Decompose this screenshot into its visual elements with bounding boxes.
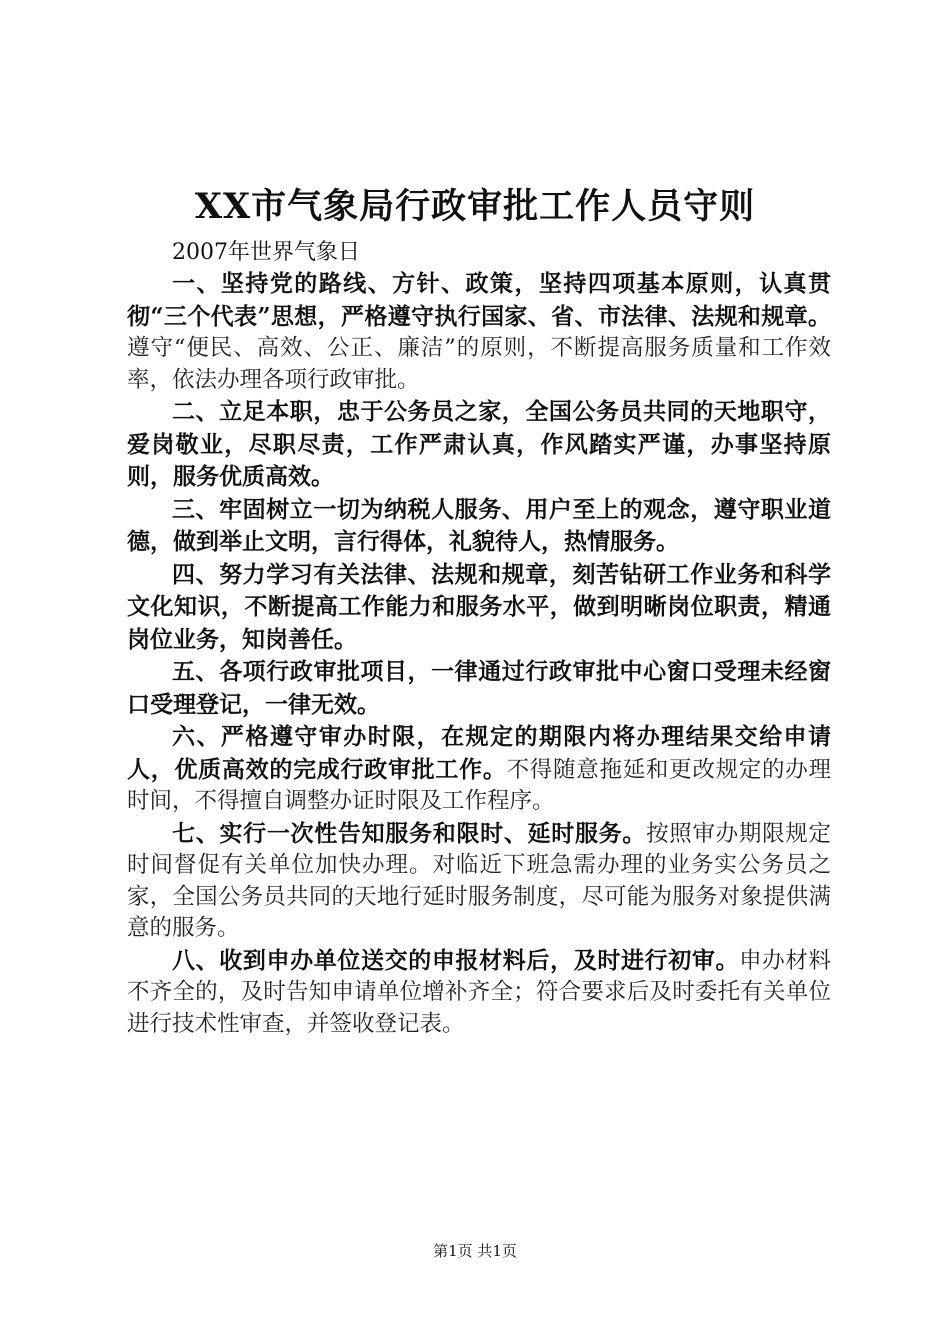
paragraph-6-text: 不得随意拖延和更改规定的办理时间，不得擅自调整办证时限及工作程序。: [127, 756, 831, 814]
document-title: XX市气象局行政审批工作人员守则: [194, 186, 756, 227]
paragraph-5: [127, 656, 831, 721]
date-line: 2007年世界气象日: [172, 240, 360, 265]
paragraph-7: [127, 818, 831, 945]
document-body: [127, 268, 831, 1040]
paragraph-8: [127, 945, 831, 1041]
paragraph-8-text: 申办材料不齐全的，及时告知申请单位增补齐全；符合要求后及时委托有关单位进行技术性审查，并签收登记表。: [127, 947, 831, 1037]
paragraph-3: [127, 494, 831, 559]
paragraph-7-text: 按照审办期限规定时间督促有关单位加快办理。对临近下班急需办理的业务实公务员之家，全国公务员共同的天地行延时服务制度，尽可能为服务对象提供满意的服务。: [127, 820, 831, 941]
paragraph-7-bold: 七、实行一次性告知服务和限时、延时服务。: [172, 819, 647, 847]
paragraph-8-bold: 八、收到申办单位送交的申报材料后，及时进行初审。: [172, 946, 740, 974]
page-footer: 第1页 共1页: [433, 1242, 517, 1260]
paragraph-4: [127, 559, 831, 657]
paragraph-6: [127, 721, 831, 818]
paragraph-2: [127, 396, 831, 494]
paragraph-3-bold: 三、牢固树立一切为纳税人服务、用户至上的观念，遵守职业道德，做到举止文明，言行得体，礼貌待人，热情服务。: [127, 495, 831, 555]
paragraph-6-bold: 六、严格遵守审办时限，在规定的期限内将办理结果交给申请人，优质高效的完成行政审批工作。: [127, 723, 831, 783]
paragraph-4-bold: 四、努力学习有关法律、法规和规章，刻苦钻研工作业务和科学文化知识，不断提高工作能力和服务水平，做到明晰岗位职责，精通岗位业务，知岗善任。: [127, 560, 831, 653]
paragraph-1: [127, 268, 831, 396]
paragraph-5-bold: 五、各项行政审批项目，一律通过行政审批中心窗口受理未经窗口受理登记，一律无效。: [127, 658, 831, 718]
paragraph-1-bold: 一、坚持党的路线、方针、政策，坚持四项基本原则，认真贯彻“三个代表”思想，严格遵守执行国家、省、市法律、法规和规章。: [127, 270, 831, 330]
paragraph-1-text: 遵守“便民、高效、公正、廉洁”的原则，不断提高服务质量和工作效率，依法办理各项行政审批。: [127, 335, 831, 393]
paragraph-2-bold: 二、立足本职，忠于公务员之家，全国公务员共同的天地职守，爱岗敬业，尽职尽责，工作严肃认真，作风踏实严谨，办事坚持原则，服务优质高效。: [127, 398, 831, 490]
